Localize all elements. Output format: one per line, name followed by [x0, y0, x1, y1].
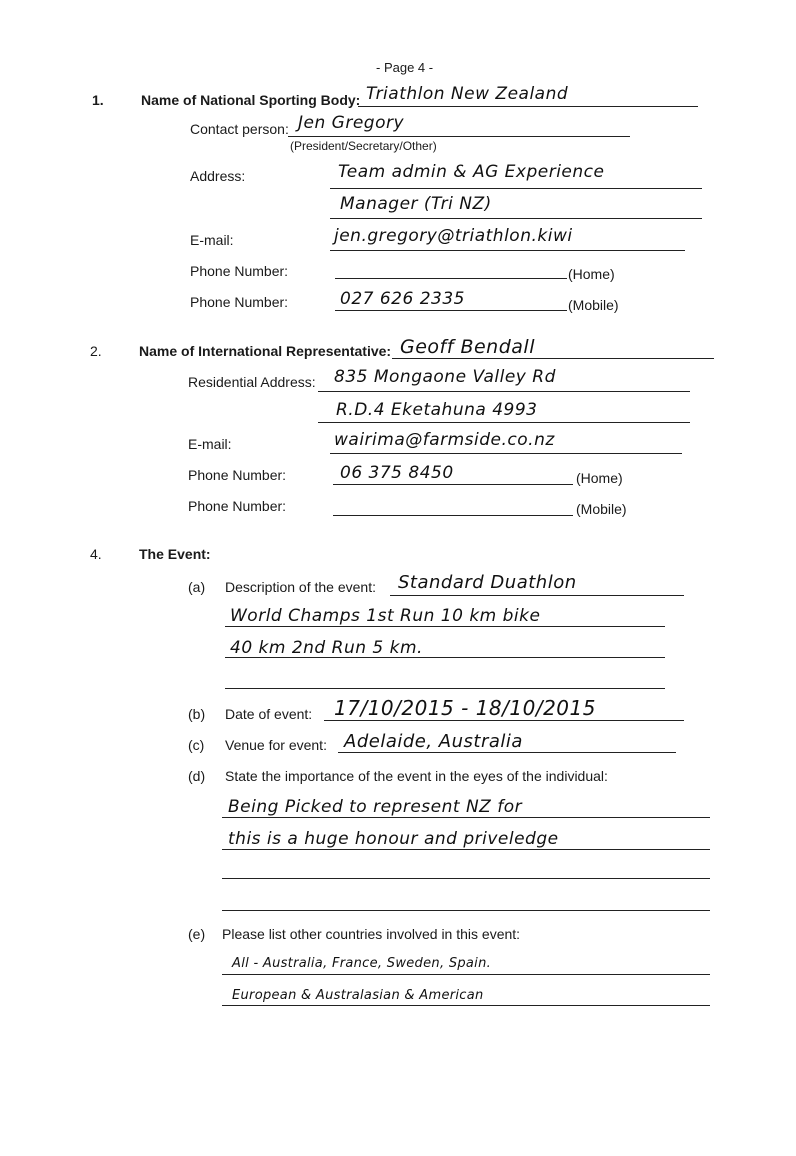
- section-4-title: The Event:: [139, 546, 211, 562]
- phone-home-label: Phone Number:: [190, 263, 289, 279]
- other-countries-line-1: All - Australia, France, Sweden, Spain.: [232, 956, 492, 971]
- item-d-letter: (d): [188, 768, 206, 784]
- phone-home-suffix: (Home): [568, 266, 615, 282]
- section-1-title: Name of National Sporting Body:: [141, 92, 361, 108]
- event-description-rule-2: [225, 626, 665, 627]
- email-label: E-mail:: [190, 232, 234, 248]
- address-line-1: Team admin & AG Experience: [338, 162, 605, 182]
- item-b-letter: (b): [188, 706, 206, 722]
- event-date-value: 17/10/2015 - 18/10/2015: [334, 696, 596, 720]
- event-importance-rule-4: [222, 910, 710, 911]
- intl-rep-line: [392, 358, 714, 359]
- national-body-line: [358, 106, 698, 107]
- phone-mobile-rule: [335, 310, 567, 311]
- phone-mobile-label: Phone Number:: [190, 294, 289, 310]
- rep-phone-home-label: Phone Number:: [188, 467, 287, 483]
- event-date-label: Date of event:: [225, 706, 313, 722]
- residential-address-line-2: R.D.4 Eketahuna 4993: [336, 400, 538, 420]
- section-2-title: Name of International Representative:: [139, 343, 392, 359]
- other-countries-rule-2: [222, 1005, 710, 1006]
- rep-phone-home-value: 06 375 8450: [340, 463, 454, 483]
- contact-person-role-hint: (President/Secretary/Other): [290, 139, 437, 153]
- other-countries-label: Please list other countries involved in this event:: [222, 926, 521, 942]
- intl-rep-value: Geoff Bendall: [400, 336, 535, 358]
- rep-email-value: wairima@farmside.co.nz: [334, 430, 555, 450]
- item-a-letter: (a): [188, 579, 206, 595]
- rep-phone-mobile-suffix: (Mobile): [576, 501, 627, 517]
- event-venue-value: Adelaide, Australia: [344, 731, 523, 752]
- contact-person-line: [288, 136, 630, 137]
- residential-address-line-2-rule: [318, 422, 690, 423]
- event-description-line-2: World Champs 1st Run 10 km bike: [230, 606, 541, 626]
- rep-phone-home-rule: [333, 484, 573, 485]
- rep-email-label: E-mail:: [188, 436, 232, 452]
- email-rule: [330, 250, 685, 251]
- rep-phone-mobile-rule: [333, 515, 573, 516]
- event-description-rule-3: [225, 657, 665, 658]
- event-importance-rule-1: [222, 817, 710, 818]
- event-importance-label: State the importance of the event in the eyes of the individual:: [225, 768, 608, 784]
- item-e-letter: (e): [188, 926, 206, 942]
- event-venue-rule: [338, 752, 676, 753]
- address-line-1-rule: [330, 188, 702, 189]
- item-c-letter: (c): [188, 737, 205, 753]
- other-countries-line-2: European & Australasian & American: [232, 988, 484, 1003]
- event-date-rule: [324, 720, 684, 721]
- event-description-rule-4: [225, 688, 665, 689]
- event-venue-label: Venue for event:: [225, 737, 327, 753]
- event-description-rule-1: [390, 595, 684, 596]
- address-line-2-rule: [330, 218, 702, 219]
- event-importance-rule-2: [222, 849, 710, 850]
- contact-person-value: Jen Gregory: [298, 113, 405, 133]
- address-label: Address:: [190, 168, 246, 184]
- event-importance-rule-3: [222, 878, 710, 879]
- other-countries-rule-1: [222, 974, 710, 975]
- national-body-value: Triathlon New Zealand: [366, 84, 569, 104]
- phone-mobile-value: 027 626 2335: [340, 289, 465, 309]
- rep-phone-home-suffix: (Home): [576, 470, 623, 486]
- section-2-number: 2.: [90, 343, 102, 359]
- email-value: jen.gregory@triathlon.kiwi: [334, 226, 573, 246]
- rep-phone-mobile-label: Phone Number:: [188, 498, 287, 514]
- phone-mobile-suffix: (Mobile): [568, 297, 619, 313]
- section-1-number: 1.: [92, 92, 104, 108]
- event-description-line-3: 40 km 2nd Run 5 km.: [230, 638, 423, 658]
- phone-home-rule: [335, 278, 567, 279]
- page-number: - Page 4 -: [376, 60, 434, 75]
- event-description-label: Description of the event:: [225, 579, 376, 595]
- event-importance-line-2: this is a huge honour and priveledge: [228, 829, 559, 849]
- residential-address-line-1: 835 Mongaone Valley Rd: [334, 367, 556, 387]
- rep-email-rule: [330, 453, 682, 454]
- address-line-2: Manager (Tri NZ): [340, 194, 492, 214]
- contact-person-label: Contact person:: [190, 121, 289, 137]
- residential-address-line-1-rule: [318, 391, 690, 392]
- residential-address-label: Residential Address:: [188, 374, 316, 390]
- event-description-line-1: Standard Duathlon: [398, 572, 577, 593]
- section-4-number: 4.: [90, 546, 102, 562]
- event-importance-line-1: Being Picked to represent NZ for: [228, 797, 523, 817]
